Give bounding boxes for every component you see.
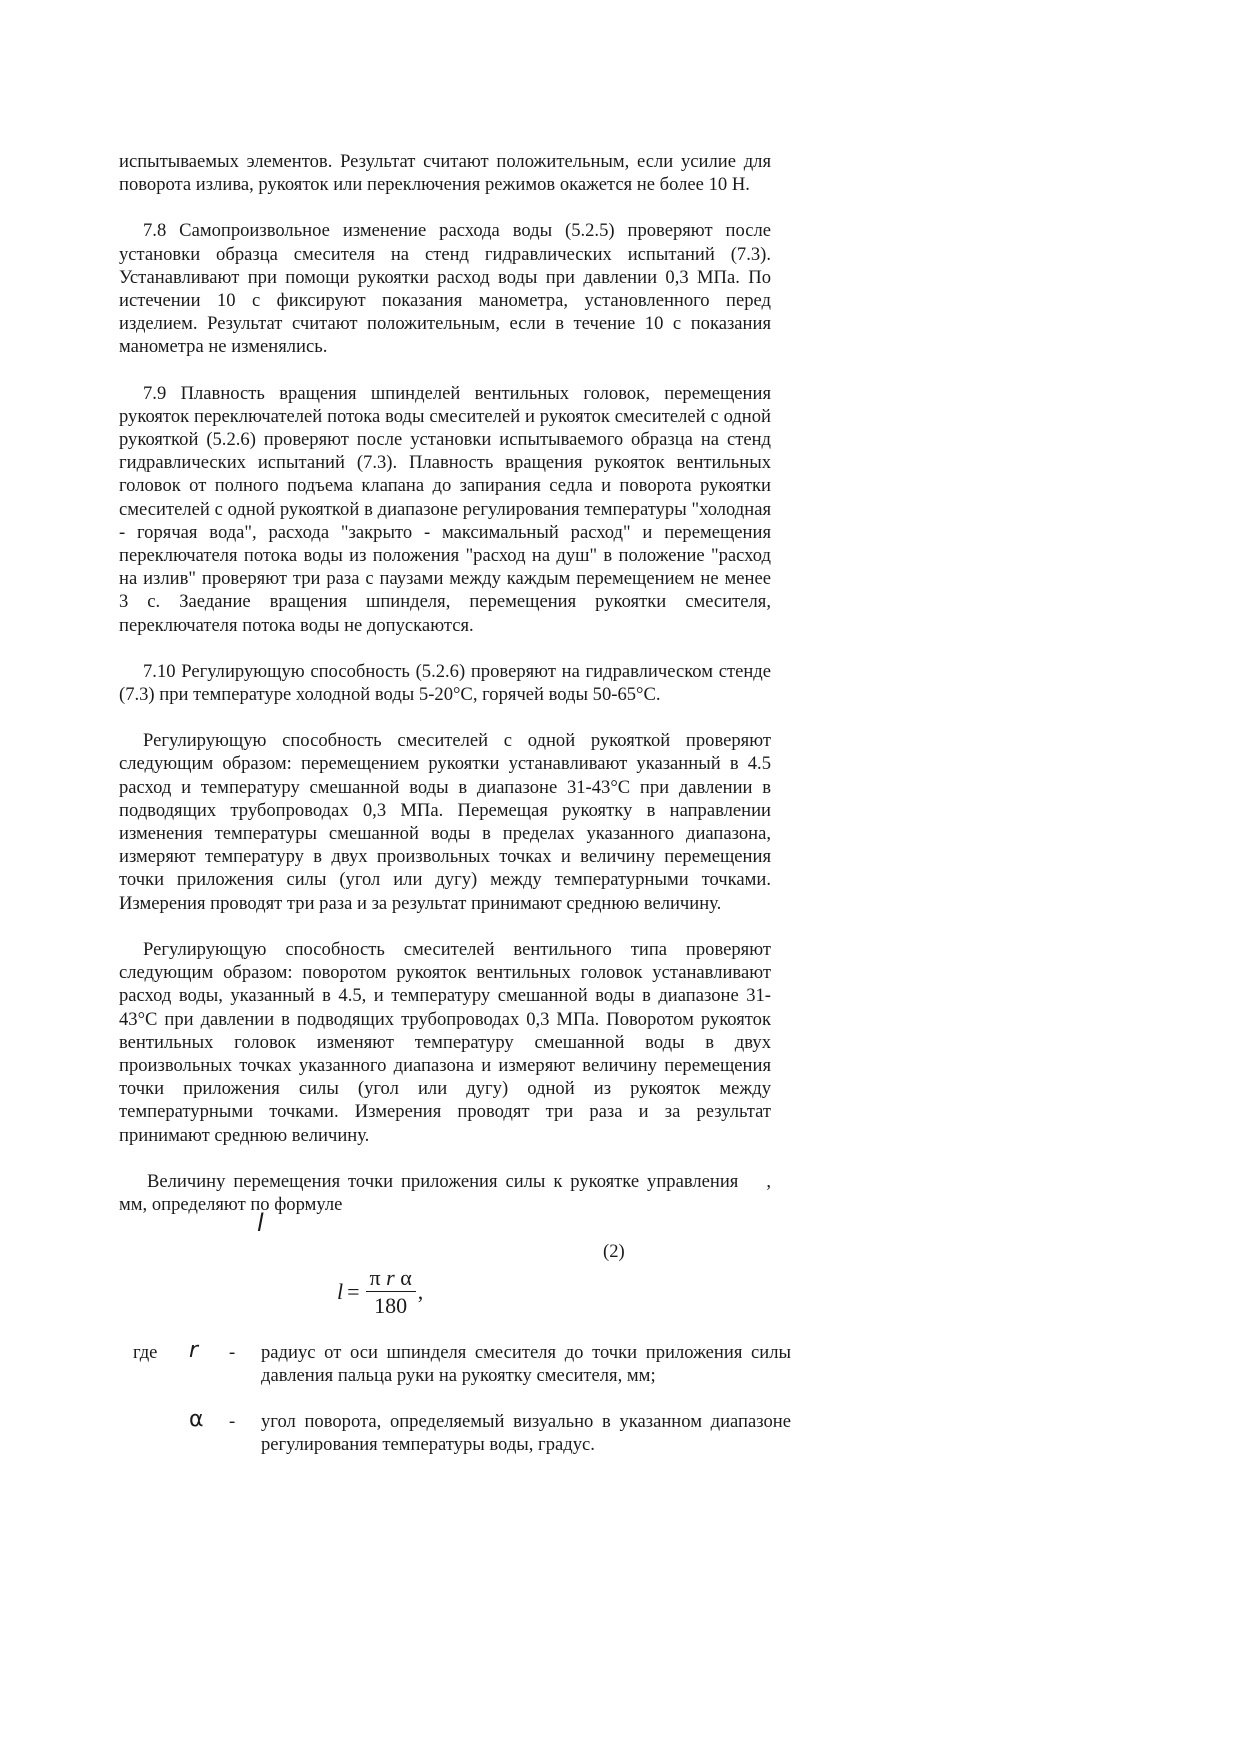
paragraph-7-8: 7.8 Самопроизвольное изменение расхода воды (5.2.5) проверяют после установки образца смесителя на стенд гидравлических испытаний (7.3). Устанавливают при помощи рукоятки расход воды при давлении 0,3 МПа. По истечении 10 с фиксируют показания манометра, установленного перед изделием. Результат считают положительным, если в течение 10 с показания манометра не изменялись. — [119, 220, 771, 358]
formula-comma: , — [417, 1279, 424, 1305]
formula-alpha: α — [400, 1265, 412, 1291]
formula-pi: π — [369, 1265, 381, 1291]
formula-intro — [119, 1170, 771, 1237]
formula-r: r — [386, 1265, 395, 1291]
formula-numerator — [366, 1266, 416, 1292]
legend-description-alpha: угол поворота, определяемый визуально в указанном диапазоне регулирования температуры воды, градус. — [261, 1410, 791, 1455]
formula-fraction — [366, 1266, 416, 1317]
formula — [337, 1266, 423, 1317]
formula-equals: = — [347, 1279, 360, 1305]
formula-intro-before: Величину перемещения точки приложения силы к рукоятке управления — [147, 1170, 739, 1192]
formula-intro-symbol: l — [257, 1208, 264, 1237]
legend-dash: - — [229, 1410, 236, 1432]
legend-row-r — [119, 1338, 791, 1387]
legend-row-alpha — [119, 1406, 791, 1456]
paragraph-7-10: 7.10 Регулирующую способность (5.2.6) проверяют на гидравлическом стенде (7.3) при температуре холодной воды 5-20°С, горячей воды 50-65°С. — [119, 660, 771, 706]
formula-lhs: l — [337, 1279, 344, 1305]
formula-block — [119, 1216, 771, 1341]
symbol-legend — [119, 1338, 791, 1456]
legend-dash: - — [229, 1342, 236, 1364]
document-page — [119, 150, 791, 1478]
legend-symbol-r: r — [189, 1338, 199, 1364]
legend-symbol-alpha: α — [189, 1406, 204, 1432]
paragraph-single-handle: Регулирующую способность смесителей с одной рукояткой проверяют следующим образом: перемещением рукоятки устанавливают указанный в 4.5 расход и температуру смешанной воды в диапазоне 31-43°С при давлении в подводящих трубопроводах 0,3 МПа. Перемещая рукоятку в направлении изменения температуры смешанной воды в пределах указанного диапазона, измеряют температуру в двух произвольных точках и величину перемещения точки приложения силы (угол или дугу) между температурными точками. Измерения проводят три раза и за результат принимают среднюю величину. — [119, 730, 771, 914]
paragraph-continuation: испытываемых элементов. Результат считают положительным, если усилие для поворота излива, рукояток или переключения режимов окажется не более 10 Н. — [119, 151, 771, 196]
formula-number: (2) — [603, 1241, 625, 1263]
paragraph-valve-type: Регулирующую способность смесителей вентильного типа проверяют следующим образом: поворотом рукояток вентильных головок устанавливают расход воды, указанный в 4.5, и температуру смешанной воды в диапазоне 31-43°С при давлении в подводящих трубопроводах 0,3 МПа. Поворотом рукояток вентильных головок изменяют температуру смешанной воды в двух произвольных точках указанного диапазона и измеряют величину перемещения точки приложения силы (угол или дугу) одной из рукояток между температурными точками. Измерения проводят три раза и за результат принимают среднюю величину. — [119, 938, 771, 1146]
legend-where: где — [133, 1342, 158, 1364]
legend-description-r: радиус от оси шпинделя смесителя до точки приложения силы давления пальца руки на рукоятку смесителя, мм; — [261, 1342, 791, 1387]
formula-denominator: 180 — [374, 1293, 408, 1319]
paragraph-7-9: 7.9 Плавность вращения шпинделей вентильных головок, перемещения рукояток переключателей потока воды смесителей и рукояток смесителей с одной рукояткой (5.2.6) проверяют после установки испытываемого образца на стенд гидравлических испытаний (7.3). Плавность вращения рукояток вентильных головок от полного подъема клапана до запирания седла и поворота рукоятки смесителей с одной рукояткой в диапазоне регулирования температуры "холодная - горячая вода", расхода "закрыто - максимальный расход" и перемещения переключателя потока воды из положения "расход на душ" в положение "расход на излив" проверяют три раза с паузами между каждым перемещением не менее 3 с. Заедание вращения шпинделя, перемещения рукоятки смесителя, переключателя потока воды не допускаются. — [119, 382, 771, 636]
formula-intro-after: , мм, определяют по формуле — [119, 1170, 771, 1215]
